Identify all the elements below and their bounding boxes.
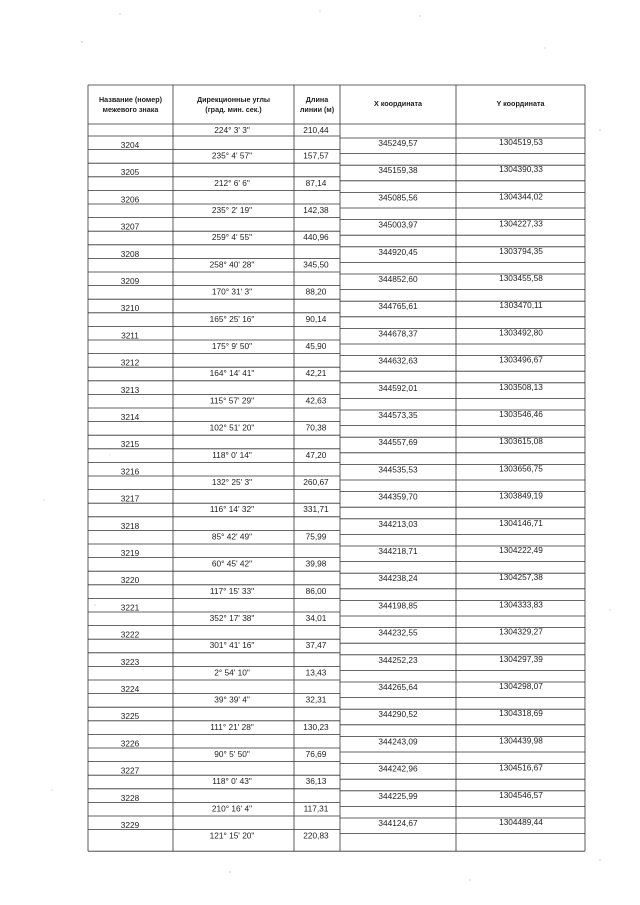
point-x-coordinate: 344265,64 bbox=[378, 682, 418, 692]
point-y-coordinate: 1303455,58 bbox=[499, 273, 543, 283]
segment-angle: 118° 0' 14" bbox=[212, 449, 252, 460]
point-name: 3213 bbox=[120, 384, 140, 395]
point-name: 3228 bbox=[120, 792, 140, 803]
segment-angle: 235° 2' 19" bbox=[211, 205, 253, 215]
point-y-coordinate: 1304344,02 bbox=[499, 191, 543, 202]
point-name: 3216 bbox=[120, 466, 140, 477]
point-y-coordinate: 1303508,13 bbox=[499, 381, 543, 392]
point-x-coordinate: 344359,70 bbox=[378, 491, 418, 502]
point-y-coordinate: 1303492,80 bbox=[499, 327, 543, 338]
point-x-coordinate: 344290,52 bbox=[378, 709, 418, 720]
point-x-coordinate: 344557,69 bbox=[378, 437, 418, 448]
table-body bbox=[121, 125, 544, 841]
point-y-coordinate: 1304329,27 bbox=[499, 626, 543, 637]
point-name: 3221 bbox=[120, 602, 140, 613]
point-y-coordinate: 1304297,39 bbox=[499, 653, 543, 664]
column-header-line: Длина bbox=[305, 95, 329, 104]
segment-angle: 259° 4' 55" bbox=[211, 232, 253, 243]
point-x-coordinate: 344213,03 bbox=[378, 518, 418, 529]
point-name: 3229 bbox=[120, 820, 140, 830]
point-name: 3219 bbox=[120, 548, 140, 558]
point-y-coordinate: 1303656,75 bbox=[499, 463, 543, 474]
segment-angle: 90° 5' 50" bbox=[214, 749, 250, 759]
segment-angle: 102° 51' 20" bbox=[209, 422, 255, 433]
point-name: 3223 bbox=[120, 656, 140, 667]
point-name: 3204 bbox=[120, 140, 140, 150]
point-x-coordinate: 344632,63 bbox=[378, 355, 418, 366]
point-x-coordinate: 345249,57 bbox=[378, 138, 418, 148]
point-y-coordinate: 1303849,19 bbox=[499, 490, 543, 501]
segment-length: 36,13 bbox=[305, 776, 327, 787]
segment-angle: 352° 17' 38" bbox=[209, 613, 255, 623]
point-name: 3225 bbox=[120, 711, 140, 722]
point-x-coordinate: 344124,67 bbox=[378, 818, 418, 828]
segment-length: 440,96 bbox=[303, 232, 329, 243]
segment-length: 70,38 bbox=[305, 422, 327, 433]
segment-length: 87,14 bbox=[305, 177, 327, 188]
segment-angle: 165° 25' 16" bbox=[209, 313, 255, 324]
point-name: 3205 bbox=[120, 167, 140, 178]
point-y-coordinate: 1304439,98 bbox=[499, 735, 543, 746]
point-x-coordinate: 345085,56 bbox=[378, 192, 418, 203]
point-name: 3215 bbox=[120, 439, 140, 450]
segment-angle: 60° 45' 42" bbox=[211, 558, 253, 569]
point-name: 3222 bbox=[120, 629, 140, 640]
point-name: 3218 bbox=[120, 520, 140, 531]
point-x-coordinate: 344573,35 bbox=[378, 410, 418, 420]
segment-angle: 121° 15' 20" bbox=[209, 830, 255, 841]
column-header-line: Дирекционные углы bbox=[196, 95, 271, 104]
segment-length: 260,67 bbox=[303, 477, 329, 487]
segment-length: 88,20 bbox=[305, 286, 327, 297]
segment-length: 142,38 bbox=[303, 205, 329, 215]
point-x-coordinate: 344535,53 bbox=[378, 464, 418, 475]
point-y-coordinate: 1304298,07 bbox=[499, 681, 543, 691]
point-y-coordinate: 1304390,33 bbox=[499, 164, 543, 175]
segment-angle: 132° 25' 3" bbox=[211, 477, 253, 487]
point-name: 3226 bbox=[120, 738, 140, 749]
point-x-coordinate: 344198,85 bbox=[378, 600, 418, 611]
segment-length: 42,63 bbox=[305, 395, 327, 406]
point-y-coordinate: 1304227,33 bbox=[499, 218, 543, 229]
segment-length: 345,50 bbox=[303, 259, 329, 270]
segment-angle: 224° 3' 3" bbox=[214, 125, 250, 135]
point-x-coordinate: 344765,61 bbox=[378, 301, 418, 312]
segment-length: 32,31 bbox=[305, 694, 327, 705]
point-name: 3209 bbox=[120, 276, 140, 286]
segment-length: 331,71 bbox=[303, 504, 329, 515]
point-x-coordinate: 344242,96 bbox=[378, 763, 418, 774]
point-name: 3220 bbox=[120, 575, 140, 586]
point-name: 3227 bbox=[120, 765, 140, 776]
column-header-line: X координата bbox=[373, 99, 423, 108]
point-y-coordinate: 1304516,67 bbox=[499, 762, 543, 773]
segment-length: 34,01 bbox=[305, 613, 327, 623]
point-name: 3224 bbox=[120, 684, 140, 694]
segment-length: 86,00 bbox=[305, 585, 327, 596]
column-header-line: Y координата bbox=[496, 99, 545, 108]
point-x-coordinate: 344218,71 bbox=[378, 546, 418, 556]
point-y-coordinate: 1304333,83 bbox=[499, 599, 543, 610]
point-x-coordinate: 344592,01 bbox=[378, 382, 418, 393]
segment-angle: 39° 39' 4" bbox=[214, 694, 250, 705]
segment-angle: 212° 6' 6" bbox=[214, 177, 250, 188]
point-x-coordinate: 344238,24 bbox=[378, 573, 418, 584]
segment-angle: 170° 31' 3" bbox=[211, 286, 253, 297]
segment-length: 13,43 bbox=[305, 667, 327, 678]
point-y-coordinate: 1304318,69 bbox=[499, 708, 543, 719]
segment-angle: 235° 4' 57" bbox=[211, 150, 253, 161]
segment-length: 130,23 bbox=[303, 721, 329, 732]
point-x-coordinate: 344252,23 bbox=[378, 654, 418, 665]
table-header bbox=[99, 95, 546, 114]
segment-angle: 164° 14' 41" bbox=[209, 368, 255, 379]
point-y-coordinate: 1303496,67 bbox=[499, 354, 543, 365]
segment-length: 90,14 bbox=[305, 313, 327, 324]
point-name: 3212 bbox=[120, 357, 140, 368]
segment-length: 210,44 bbox=[303, 125, 329, 135]
point-x-coordinate: 345159,38 bbox=[378, 165, 418, 176]
segment-length: 76,69 bbox=[305, 749, 327, 759]
point-name: 3206 bbox=[120, 194, 140, 205]
point-x-coordinate: 344225,99 bbox=[378, 790, 418, 801]
column-header-line: Название (номер) bbox=[98, 95, 163, 104]
segment-length: 117,31 bbox=[303, 803, 329, 814]
segment-angle: 2° 54' 10" bbox=[214, 667, 250, 678]
point-x-coordinate: 344232,55 bbox=[378, 627, 418, 638]
segment-angle: 116° 14' 32" bbox=[209, 504, 255, 515]
point-x-coordinate: 344678,37 bbox=[378, 328, 418, 339]
column-header-line: межевого знака bbox=[102, 105, 159, 114]
point-y-coordinate: 1303470,11 bbox=[499, 300, 543, 311]
point-y-coordinate: 1303546,46 bbox=[499, 409, 543, 419]
segment-angle: 301° 41' 16" bbox=[209, 640, 255, 651]
column-header-line: линии (м) bbox=[299, 105, 335, 114]
segment-length: 75,99 bbox=[305, 531, 327, 542]
segment-length: 39,98 bbox=[305, 558, 327, 569]
segment-length: 220,83 bbox=[303, 830, 329, 841]
segment-angle: 258° 40' 28" bbox=[209, 259, 255, 270]
point-x-coordinate: 344243,09 bbox=[378, 736, 418, 747]
segment-length: 37,47 bbox=[305, 640, 327, 651]
point-name: 3210 bbox=[120, 303, 140, 314]
column-header-line: (град. мин. сек.) bbox=[205, 105, 262, 114]
point-name: 3208 bbox=[120, 248, 140, 259]
point-y-coordinate: 1304257,38 bbox=[499, 572, 543, 583]
segment-angle: 210° 16' 4" bbox=[211, 803, 253, 814]
segment-angle: 117° 15' 33" bbox=[209, 585, 255, 596]
point-name: 3214 bbox=[120, 412, 140, 422]
point-y-coordinate: 1304489,44 bbox=[499, 817, 543, 827]
segment-length: 42,21 bbox=[305, 368, 327, 379]
segment-length: 157,57 bbox=[303, 150, 329, 161]
point-y-coordinate: 1304146,71 bbox=[499, 517, 543, 528]
point-y-coordinate: 1303794,35 bbox=[499, 245, 543, 256]
point-name: 3207 bbox=[120, 221, 140, 232]
point-y-coordinate: 1304222,49 bbox=[499, 545, 543, 555]
point-x-coordinate: 344852,60 bbox=[378, 274, 418, 284]
point-name: 3217 bbox=[120, 493, 140, 504]
point-x-coordinate: 345003,97 bbox=[378, 219, 418, 230]
segment-angle: 115° 57' 29" bbox=[209, 395, 255, 406]
segment-length: 47,20 bbox=[305, 449, 327, 460]
segment-angle: 118° 0' 43" bbox=[212, 776, 252, 787]
point-name: 3211 bbox=[121, 330, 139, 341]
point-y-coordinate: 1304546,57 bbox=[499, 789, 543, 800]
point-x-coordinate: 344920,45 bbox=[378, 246, 418, 257]
segment-angle: 175° 9' 50" bbox=[211, 341, 253, 351]
point-y-coordinate: 1303615,08 bbox=[499, 436, 543, 447]
point-y-coordinate: 1304519,53 bbox=[499, 137, 543, 147]
segment-length: 45,90 bbox=[305, 341, 327, 351]
segment-angle: 111° 21' 28" bbox=[210, 721, 254, 732]
segment-angle: 85° 42' 49" bbox=[211, 531, 253, 542]
